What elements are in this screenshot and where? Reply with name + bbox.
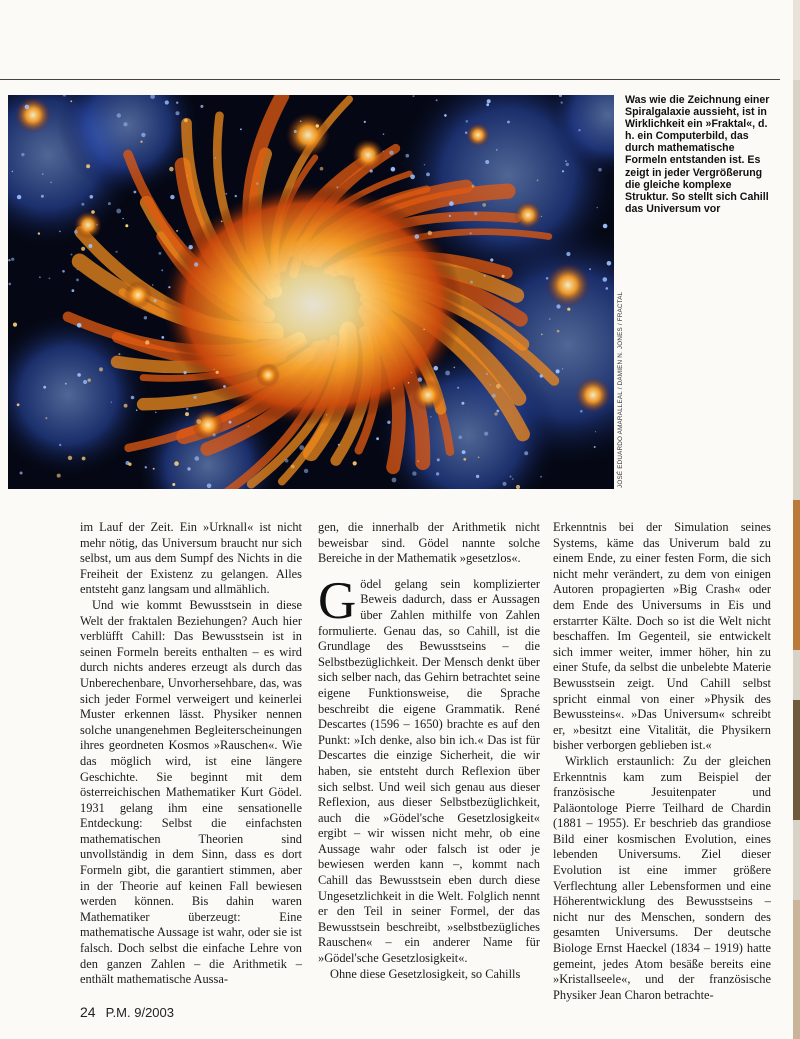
paragraph: Wirklich erstaunlich: Zu der gleichen Erkenntnis kam zum Beispiel der französische Jesuitenpater und Paläontologe Pierre Teilhard de Chardin (1881 – 1955). Er beschrieb das grandiose Bild einer kosmischen Evolution, eines lebenden Universums. Ziel dieser Evolution ist eine immer größere Verflechtung aller Lebensformen und eine Höherentwicklung des Bewusstseins – nicht nur des Menschen, sondern des gesamten Universums. Der deutsche Biologe Ernst Haeckel (1834 – 1919) hatte gemeint, jedes Atom besäße bereits eine »Kristallseele«, und der französische Physiker Jean Charon betrachte- (553, 753, 771, 1002)
fractal-image (8, 95, 614, 489)
text-column-1 (80, 520, 302, 988)
page-number: 24 (80, 1004, 96, 1020)
text-column-3 (553, 520, 771, 1003)
paragraph: gen, die innerhalb der Arithmetik nicht beweisbar sind. Gödel nannte solche Bereiche in der Mathematik »gesetzlos«. (318, 520, 540, 566)
paragraph: Erkenntnis bei der Simulation seines Systems, käme das Univerum bald zu einem Ende, zu einer festen Form, die sich nicht mehr verändert, zu dem von einigen Autoren propagierten »Big Crash« oder dem Ende des Universums in Eis und erstarrter Kälte. Doch so ist die Welt nicht beschaffen. Im Gegenteil, sie entwickelt sich immer weiter, immer höher, hin zu einer Stufe, da selbst die unbelebte Materie Bewusstsein zeigt. Und Cahill selbst spricht einmal von einer »Physik des Bewussteins«. »Das Universum« schreibt er, »besitzt eine Vitalität, die Physikern bisher verborgen geblieben ist.« (553, 520, 771, 753)
adjacent-page-edge (793, 0, 800, 1039)
paragraph-text: ödel gelang sein komplizierter Beweis dadurch, dass er Aussagen über Zahlen mithilfe von Zahlen formulierte. Genau das, so Cahill, ist die Grundlage des Bewusstseins – die Selbstbezüglichkeit. Der Mensch denkt über sich selber nach, das Gehirn betrachtet seine eigene Funktionsweise, die Sprache beschreibt die eigene Grammatik. René Descartes (1596 – 1650) brachte es auf den Punkt: »Ich denke, also bin ich.« Das ist für Descartes die einzige Sicherheit, die wir haben, sie entsteht durch Reflexion über sich selbst. Und weil sich genau aus dieser Reflexion, aus dieser Selbstbezüglichkeit, auch die »Gödel'sche Gesetzlosigkeit« ergibt – wir wissen nicht mehr, ob eine Aussage wahr oder falsch ist oder je bewiesen werden kann –, kommt nach Cahill das Bewusstsein eben durch diese Ungesetzlichkeit in die Welt. Folglich nennt er den Teil in seiner Formel, der das Bewusstsein beschreibt, »selbstbezügliches Rauschen« – ein anderer Name für »Gödel'sche Gesetzlosigkeit«. (318, 576, 540, 966)
image-caption: Was wie die Zeichnung einer Spiralgalaxie aussieht, ist in Wirklichkeit ein »Fraktal«, d. h. ein Computerbild, das durch mathematische Formeln entstanden ist. Es zeigt in jeder Vergrößerung die gleiche komplexe Struktur. So stellt sich Cahill das Universum vor (625, 94, 770, 215)
page-footer (80, 1004, 174, 1020)
photo-credit: JOSÉ EDUARDO AMARALLEAL / DAMIEN N. JONES / FRACTAL (617, 291, 624, 488)
text-column-2 (318, 520, 540, 982)
dropcap-paragraph (318, 571, 540, 967)
drop-cap: G (318, 571, 357, 630)
paragraph: Ohne diese Gesetzlosigkeit, so Cahills (330, 966, 521, 981)
top-rule (0, 79, 780, 80)
magazine-issue: P.M. 9/2003 (105, 1005, 174, 1020)
paragraph: Und wie kommt Bewusstsein in diese Welt der fraktalen Beziehungen? Auch hier verblüfft Cahill: Das Bewusstsein ist in seinen Formeln bereits enthalten – es wird durch nichts anderes erzeugt als durch das Unberechenbare, Unvorhersehbare, das, was sich jeder Formel verweigert und keinerlei Muster erkennen lässt. Physiker nennen solche unangenehmen Begleiterscheinungen ihres geordneten Kosmos »Rauschen«. Wie das möglich wird, ist eine längere Geschichte. Sie beginnt mit dem österreichischen Mathematiker Kurt Gödel. 1931 gelang ihm eine sensationelle Entdeckung: Selbst die einfachsten mathematischen Theorien sind unvollständig in dem Sinn, dass es dort Formeln gibt, die garantiert stimmen, aber in der Theorie auf keinen Fall bewiesen werden können. Bis dahin waren Mathematiker überzeugt: Eine mathematische Aussage ist wahr, oder sie ist falsch. Doch selbst die einfache Lehre von den ganzen Zahlen – die Arithmetik – enthält mathematische Aussa- (80, 597, 302, 987)
paragraph: im Lauf der Zeit. Ein »Urknall« ist nicht mehr nötig, das Universum braucht nur sich selbst, um aus dem Sumpf des Nichts in die Freiheit der Existenz zu gelangen. Alles entsteht ganz langsam und allmählich. (80, 520, 302, 597)
